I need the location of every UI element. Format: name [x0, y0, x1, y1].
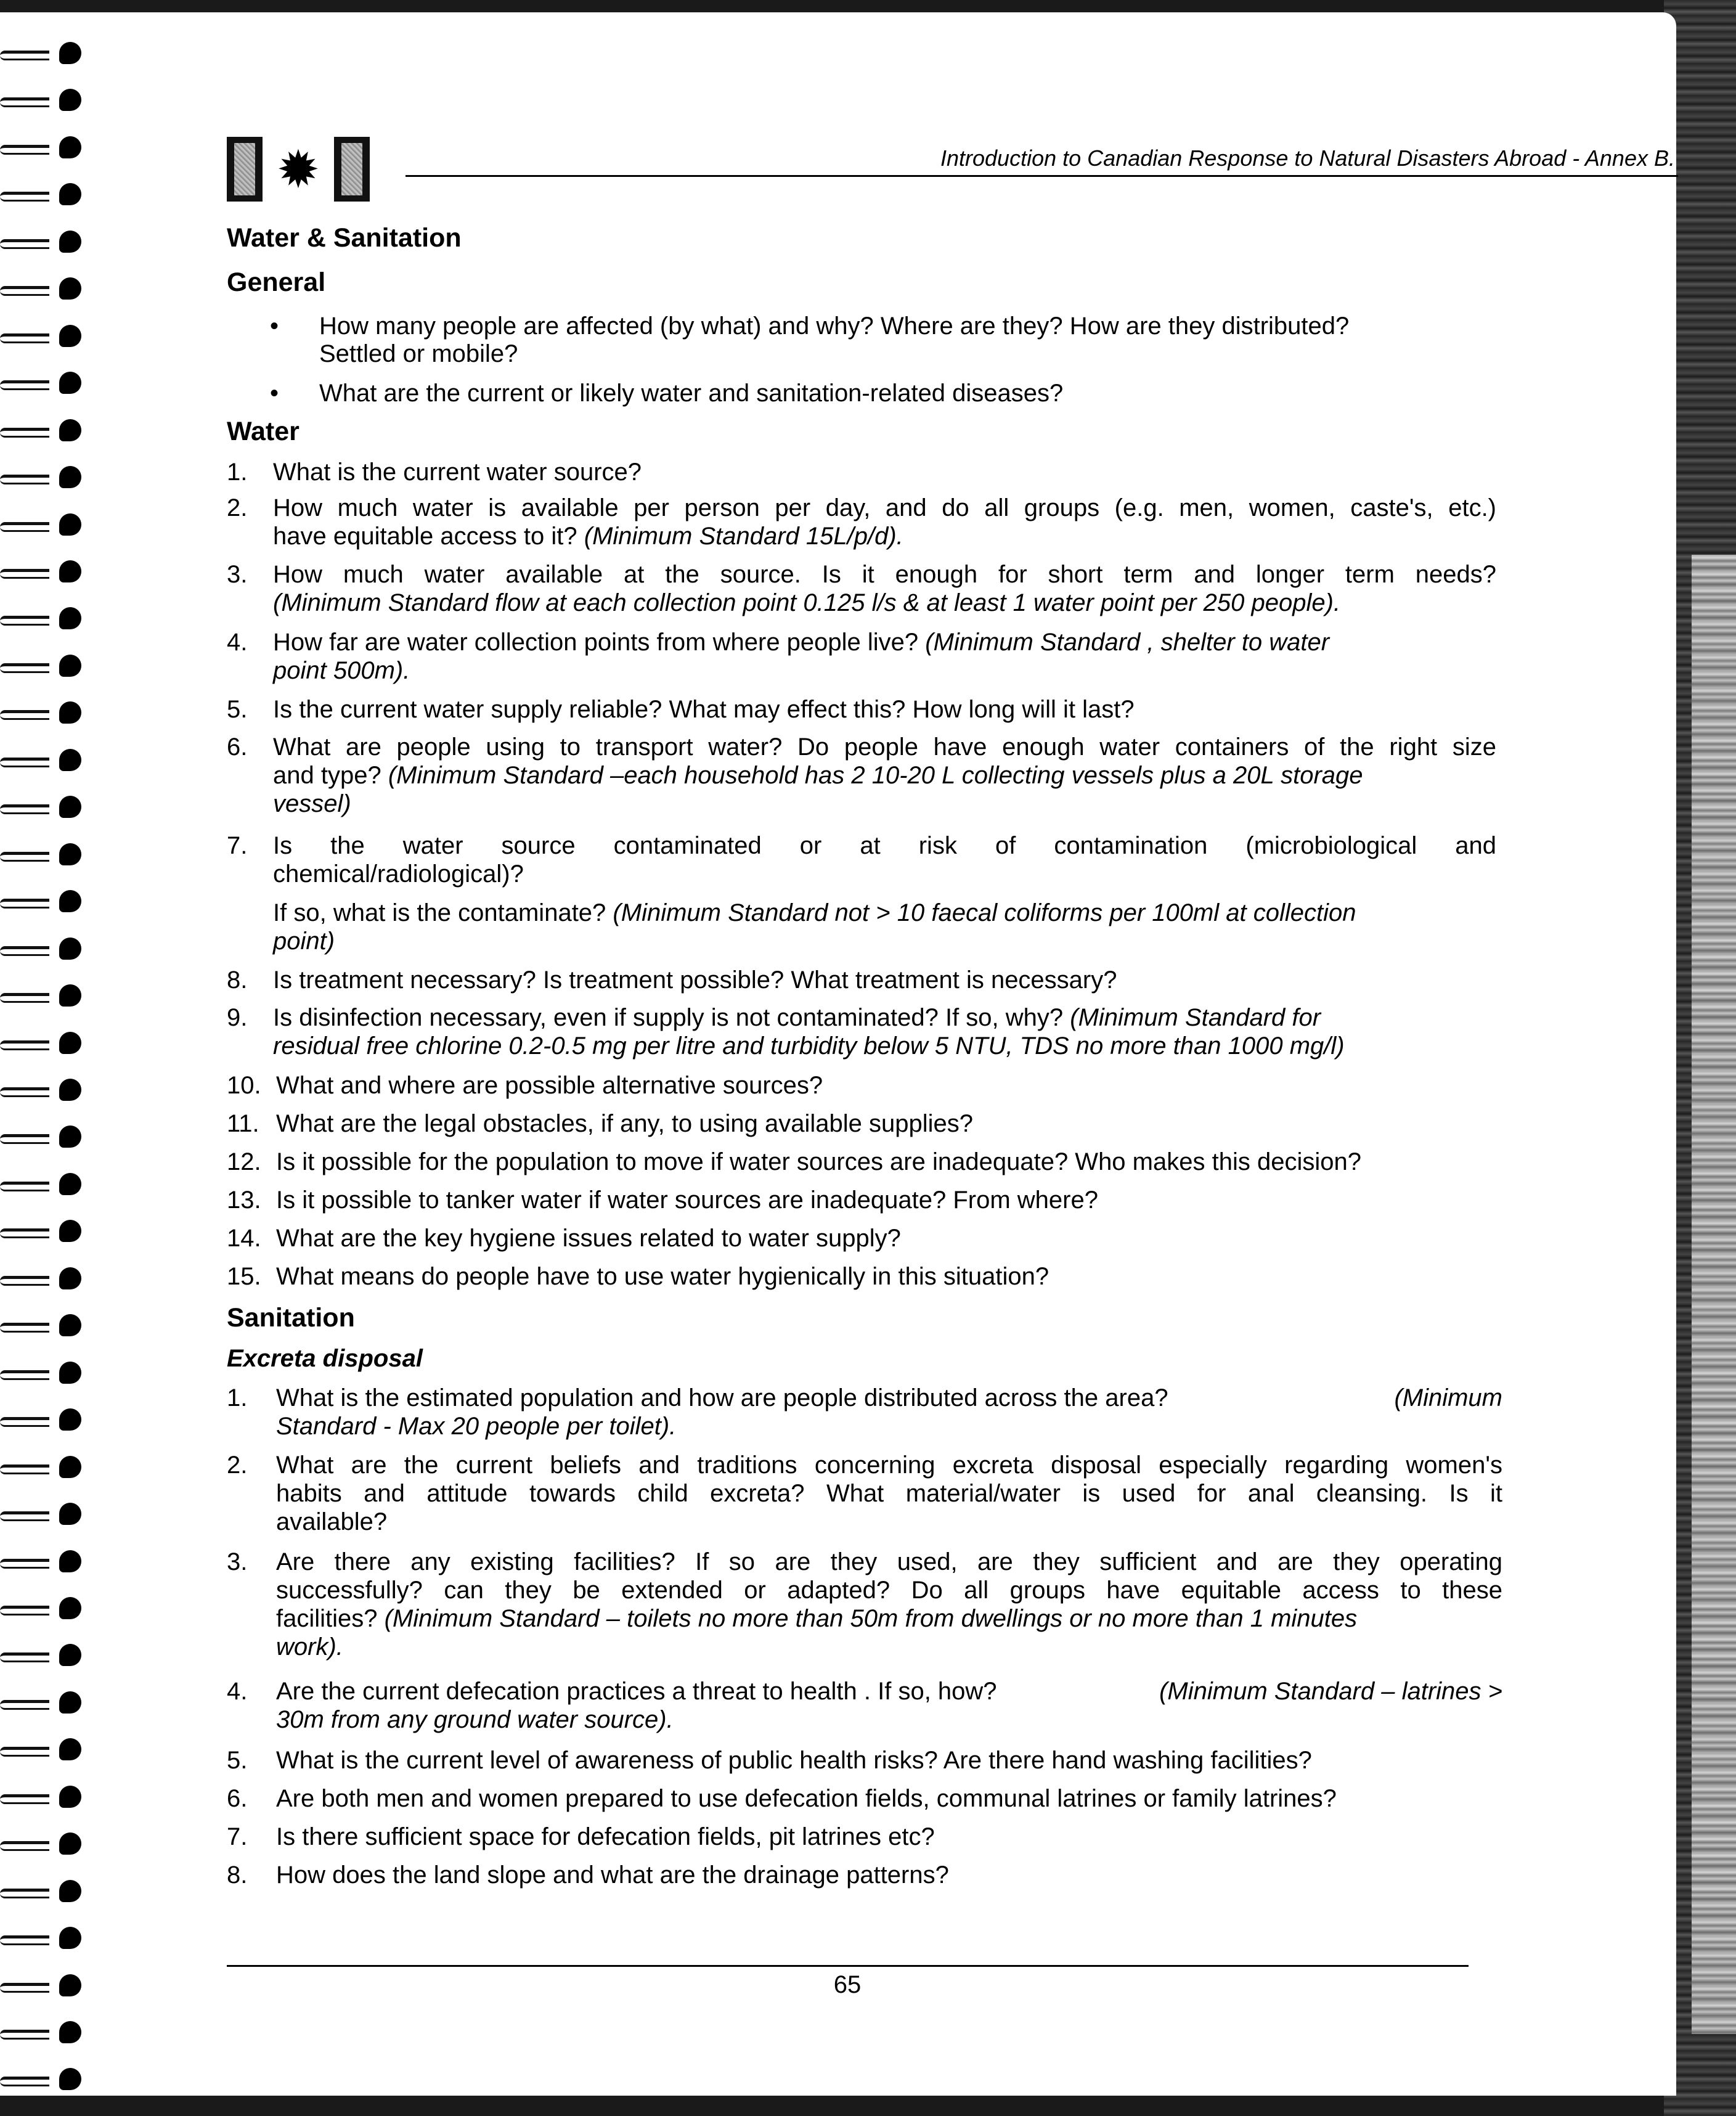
binding-coil: [0, 791, 86, 823]
binding-wire: [0, 899, 49, 909]
binding-hole: [59, 2021, 81, 2043]
binding-hole: [59, 560, 81, 582]
binding-hole: [59, 1974, 81, 1996]
sanitation-item-4-standard-cont: 30m from any ground water source).: [276, 1706, 674, 1733]
item-number: 8.: [227, 1861, 248, 1889]
water-item-10: What and where are possible alternative sources?: [276, 1072, 823, 1099]
item-number: 15.: [227, 1263, 261, 1290]
binding-wire: [0, 1087, 49, 1097]
binding-wire: [0, 1559, 49, 1569]
binding-coil: [0, 696, 86, 729]
water-item-3-standard: (Minimum Standard flow at each collection point 0.125 l/s & at least 1 water point per 250 people).: [273, 589, 1341, 616]
binding-coil: [0, 1262, 86, 1294]
water-item-7: Is the water source contaminated or at risk of contamination (microbiological and: [273, 832, 1496, 859]
binding-coil: [0, 461, 86, 493]
binding-coil: [0, 979, 86, 1011]
binding-hole: [59, 1267, 81, 1289]
binding-wire: [0, 1370, 49, 1380]
binding-wire: [0, 1464, 49, 1474]
water-item-11: What are the legal obstacles, if any, to using available supplies?: [276, 1110, 974, 1137]
binding-coil: [0, 320, 86, 352]
binding-hole: [59, 607, 81, 629]
binding-hole: [59, 749, 81, 771]
binding-coil: [0, 84, 86, 116]
water-item-9-text: Is disinfection necessary, even if supply is not contaminated? If so, why?: [273, 1004, 1064, 1031]
binding-wire: [0, 1276, 49, 1286]
binding-hole: [59, 1880, 81, 1902]
item-number: 5.: [227, 1747, 248, 1774]
sanitation-item-2: What are the current beliefs and traditions concerning excreta disposal especially regarding women's: [276, 1452, 1502, 1479]
sanitation-item-8: How does the land slope and what are the drainage patterns?: [276, 1861, 949, 1889]
binding-hole: [59, 277, 81, 300]
binding-coil: [0, 1639, 86, 1671]
water-item-6: What are people using to transport water? Do people have enough water containers of the right size: [273, 733, 1496, 761]
binding-wire: [0, 1747, 49, 1757]
binding-hole: [59, 1314, 81, 1336]
binding-hole: [59, 136, 81, 158]
binding-wire: [0, 1606, 49, 1616]
binding-wire: [0, 2030, 49, 2040]
binding-hole: [59, 2068, 81, 2090]
water-item-6-text: and type?: [273, 762, 381, 789]
item-number: 1.: [227, 1384, 248, 1411]
binding-wire: [0, 1983, 49, 1993]
item-number: 2.: [227, 494, 248, 521]
binding-coil: [0, 37, 86, 69]
binding-coil: [0, 1592, 86, 1624]
binding-coil: [0, 1875, 86, 1907]
binding-coil: [0, 1121, 86, 1153]
binding-coil: [0, 1403, 86, 1436]
binding-hole: [59, 655, 81, 677]
binding-hole: [59, 796, 81, 818]
section-title: Water & Sanitation: [227, 223, 462, 253]
binding-coil: [0, 131, 86, 163]
water-item-2-cont: [273, 521, 903, 551]
binding-wire: [0, 239, 49, 249]
binding-wire: [0, 569, 49, 579]
binding-hole: [59, 1550, 81, 1572]
binding-hole: [59, 843, 81, 865]
sanitation-item-4-standard: (Minimum Standard – latrines >: [1159, 1678, 1502, 1705]
sanitation-item-3-standard-cont: work).: [276, 1633, 343, 1661]
binding-coil: [0, 838, 86, 870]
binding-coil: [0, 1828, 86, 1860]
water-item-15: What means do people have to use water hygienically in this situation?: [276, 1263, 1049, 1290]
binding-wire: [0, 758, 49, 767]
binding-hole: [59, 1927, 81, 1949]
binding-coil: [0, 272, 86, 304]
heading-general: General: [227, 268, 326, 297]
binding-hole: [59, 1503, 81, 1525]
water-item-7-question: If so, what is the contaminate?: [273, 899, 606, 926]
water-item-9-standard: (Minimum Standard for: [1070, 1004, 1321, 1031]
water-item-2-text: have equitable access to it?: [273, 523, 577, 550]
flag-bar-left: [227, 137, 263, 202]
water-item-8: Is treatment necessary? Is treatment possible? What treatment is necessary?: [273, 966, 1117, 994]
binding-coil: [0, 1168, 86, 1200]
general-bullet-2: What are the current or likely water and sanitation-related diseases?: [319, 380, 1064, 407]
binding-wire: [0, 192, 49, 202]
binding-wire: [0, 428, 49, 438]
sanitation-item-3-standard: (Minimum Standard – toilets no more than 50m from dwellings or no more than 1 minutes: [384, 1605, 1358, 1632]
binding-hole: [59, 1125, 81, 1148]
binding-coil: [0, 1686, 86, 1718]
sanitation-item-4-text: Are the current defecation practices a threat to health . If so, how?: [276, 1678, 997, 1705]
water-item-1: What is the current water source?: [273, 459, 642, 486]
binding-hole: [59, 1644, 81, 1666]
water-item-4: [273, 627, 1329, 657]
water-item-3: How much water available at the source. Is it enough for short term and longer term needs?: [273, 561, 1496, 588]
binding-wire: [0, 1511, 49, 1521]
maple-leaf-icon: ✹: [276, 141, 320, 198]
water-item-6-standard-cont: vessel): [273, 790, 351, 817]
binding-hole: [59, 513, 81, 536]
sanitation-item-1-text: What is the estimated population and how are people distributed across the area?: [276, 1384, 1168, 1411]
binding-coil: [0, 1027, 86, 1059]
header-title: Introduction to Canadian Response to Natural Disasters Abroad - Annex B.: [940, 145, 1675, 171]
item-number: 6.: [227, 1785, 248, 1812]
binding-coil: [0, 885, 86, 917]
binding-coil: [0, 2016, 86, 2048]
item-number: 13.: [227, 1187, 261, 1214]
item-number: 5.: [227, 696, 248, 723]
binding-wire: [0, 616, 49, 626]
subheading-excreta: Excreta disposal: [227, 1345, 423, 1372]
item-number: 2.: [227, 1452, 248, 1479]
binding-hole: [59, 89, 81, 111]
binding-hole: [59, 1408, 81, 1431]
binding-hole: [59, 701, 81, 724]
binding-hole: [59, 1079, 81, 1101]
binding-hole: [59, 1597, 81, 1619]
binding-wire: [0, 1040, 49, 1050]
binding-wire: [0, 1417, 49, 1427]
item-number: 7.: [227, 832, 248, 859]
item-number: 6.: [227, 733, 248, 761]
binding-hole: [59, 1456, 81, 1478]
binding-hole: [59, 984, 81, 1007]
binding-coil: [0, 1215, 86, 1247]
binding-coil: [0, 744, 86, 776]
canada-flag-icon: [227, 137, 370, 202]
water-item-13: Is it possible to tanker water if water sources are inadequate? From where?: [276, 1187, 1098, 1214]
bullet-marker: •: [270, 380, 279, 407]
sanitation-item-3-cont2: [276, 1604, 1357, 1633]
binding-coil: [0, 1357, 86, 1389]
binding-wire: [0, 1228, 49, 1238]
binding-hole: [59, 890, 81, 912]
water-item-7-cont: chemical/radiological)?: [273, 860, 524, 888]
sanitation-item-4: [276, 1677, 1502, 1706]
binding-coil: [0, 509, 86, 541]
binding-wire: [0, 1134, 49, 1144]
binding-hole: [59, 231, 81, 253]
binding-wire: [0, 145, 49, 155]
binding-hole: [59, 419, 81, 441]
binding-wire: [0, 1182, 49, 1191]
water-item-7-followup: [273, 898, 1356, 928]
binding-coil: [0, 1781, 86, 1813]
binding-wire: [0, 852, 49, 862]
general-bullet-1-cont: Settled or mobile?: [319, 340, 518, 367]
sanitation-item-2-end: available?: [276, 1508, 388, 1535]
item-number: 4.: [227, 629, 248, 656]
binding-coil: [0, 1969, 86, 2001]
binding-coil: [0, 414, 86, 446]
water-item-7-standard: (Minimum Standard not > 10 faecal coliforms per 100ml at collection: [613, 899, 1356, 926]
binding-hole: [59, 1362, 81, 1384]
page-number: 65: [833, 1971, 862, 1998]
binding-coil: [0, 1309, 86, 1341]
binding-wire: [0, 804, 49, 814]
water-item-2-standard: (Minimum Standard 15L/p/d).: [584, 523, 903, 550]
heading-sanitation: Sanitation: [227, 1303, 355, 1333]
water-item-9: [273, 1003, 1321, 1032]
general-bullet-1: How many people are affected (by what) and why? Where are they? How are they distributed?: [319, 312, 1350, 340]
binding-coil: [0, 1451, 86, 1483]
binding-wire: [0, 51, 49, 60]
item-number: 3.: [227, 561, 248, 588]
binding-wire: [0, 1652, 49, 1662]
binding-wire: [0, 663, 49, 673]
item-number: 12.: [227, 1148, 261, 1175]
item-number: 3.: [227, 1548, 248, 1575]
binding-wire: [0, 2077, 49, 2086]
water-item-4-standard: (Minimum Standard , shelter to water: [925, 629, 1330, 656]
binding-hole: [59, 466, 81, 488]
sanitation-item-6: Are both men and women prepared to use defecation fields, communal latrines or family latrines?: [276, 1785, 1337, 1812]
item-number: 8.: [227, 966, 248, 994]
spiral-binding: [0, 37, 86, 2096]
sanitation-item-3-text: facilities?: [276, 1605, 378, 1632]
binding-wire: [0, 1889, 49, 1898]
binding-wire: [0, 1323, 49, 1333]
water-item-7-standard-cont: point): [273, 928, 335, 955]
binding-hole: [59, 183, 81, 205]
water-item-5: Is the current water supply reliable? What may effect this? How long will it last?: [273, 696, 1135, 723]
binding-coil: [0, 1545, 86, 1577]
sanitation-item-1-standard: (Minimum: [1394, 1384, 1502, 1411]
binding-hole: [59, 325, 81, 347]
water-item-2: How much water is available per person per day, and do all groups (e.g. men, women, caste's, etc.): [273, 494, 1496, 521]
binding-hole: [59, 1691, 81, 1714]
sanitation-item-3-cont: successfully? can they be extended or adapted? Do all groups have equitable access to these: [276, 1577, 1502, 1604]
binding-wire: [0, 475, 49, 484]
binding-wire: [0, 1794, 49, 1804]
binding-wire: [0, 993, 49, 1003]
binding-hole: [59, 937, 81, 960]
item-number: 9.: [227, 1004, 248, 1031]
binding-wire: [0, 380, 49, 390]
binding-hole: [59, 1832, 81, 1855]
sanitation-item-2-cont: habits and attitude towards child excreta? What material/water is used for anal cleansing. Is it: [276, 1480, 1502, 1507]
binding-hole: [59, 1220, 81, 1242]
page-header: [227, 137, 1675, 205]
binding-wire: [0, 1841, 49, 1851]
water-item-14: What are the key hygiene issues related to water supply?: [276, 1225, 901, 1252]
binding-wire: [0, 710, 49, 720]
binding-hole: [59, 372, 81, 394]
header-rule: [405, 175, 1678, 177]
water-item-6-standard: (Minimum Standard –each household has 2 10-20 L collecting vessels plus a 20L storage: [388, 762, 1363, 789]
binding-coil: [0, 555, 86, 587]
item-number: 14.: [227, 1225, 261, 1252]
binding-coil: [0, 1498, 86, 1530]
item-number: 10.: [227, 1072, 261, 1099]
scan-edge-noise: [1692, 555, 1736, 2034]
water-item-4-standard-cont: point 500m).: [273, 657, 410, 684]
heading-water: Water: [227, 417, 300, 446]
sanitation-item-7: Is there sufficient space for defecation fields, pit latrines etc?: [276, 1823, 935, 1850]
binding-wire: [0, 286, 49, 296]
binding-coil: [0, 1922, 86, 1954]
binding-hole: [59, 1738, 81, 1760]
item-number: 4.: [227, 1678, 248, 1705]
binding-coil: [0, 1074, 86, 1106]
water-item-12: Is it possible for the population to move if water sources are inadequate? Who makes this decision?: [276, 1148, 1361, 1175]
item-number: 11.: [227, 1110, 259, 1137]
binding-wire: [0, 1700, 49, 1710]
binding-wire: [0, 522, 49, 532]
binding-hole: [59, 1786, 81, 1808]
binding-coil: [0, 650, 86, 682]
binding-coil: [0, 2063, 86, 2095]
bullet-marker: •: [270, 312, 279, 340]
water-item-4-text: How far are water collection points from where people live?: [273, 629, 919, 656]
binding-coil: [0, 602, 86, 634]
item-number: 1.: [227, 459, 248, 486]
binding-wire: [0, 1935, 49, 1945]
water-item-9-standard-cont: residual free chlorine 0.2-0.5 mg per litre and turbidity below 5 NTU, TDS no more than 1000 mg/l): [273, 1032, 1345, 1060]
footer-rule: [227, 1965, 1469, 1967]
binding-wire: [0, 946, 49, 956]
flag-bar-right: [334, 137, 370, 202]
binding-coil: [0, 1733, 86, 1765]
water-item-6-cont: [273, 761, 1363, 790]
binding-hole: [59, 1032, 81, 1054]
sanitation-item-1-standard-cont: Standard - Max 20 people per toilet).: [276, 1413, 677, 1440]
sanitation-item-3: Are there any existing facilities? If so are they used, are they sufficient and are they operating: [276, 1548, 1502, 1575]
binding-wire: [0, 97, 49, 107]
item-number: 7.: [227, 1823, 248, 1850]
binding-coil: [0, 367, 86, 399]
binding-hole: [59, 42, 81, 64]
binding-hole: [59, 1173, 81, 1195]
binding-wire: [0, 333, 49, 343]
sanitation-item-1: [276, 1383, 1502, 1413]
binding-coil: [0, 933, 86, 965]
sanitation-item-5: What is the current level of awareness of public health risks? Are there hand washing facilities?: [276, 1747, 1312, 1774]
binding-coil: [0, 178, 86, 210]
binding-coil: [0, 226, 86, 258]
